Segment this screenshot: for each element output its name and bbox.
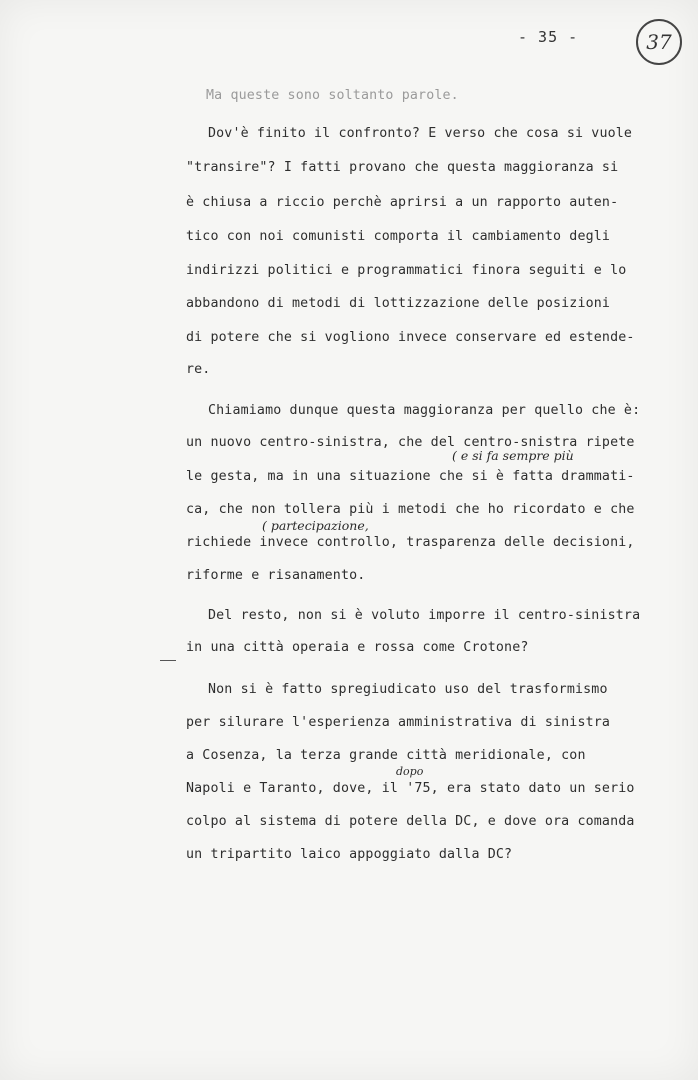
margin-mark [160, 660, 176, 661]
text-line-18: Non si è fatto spregiudicato uso del trasformismo [208, 682, 608, 697]
text-line-17: in una città operaia e rossa come Crotone? [186, 640, 529, 655]
text-line-20: a Cosenza, la terza grande città meridionale, con [186, 748, 586, 763]
text-line-19: per silurare l'esperienza amministrativa di sinistra [186, 715, 611, 730]
text-line-13: ca, che non tollera più i metodi che ho ricordato e che [186, 502, 635, 517]
archive-stamp: 37 [636, 19, 682, 65]
text-line-7: abbandono di metodi di lottizzazione delle posizioni [186, 296, 611, 311]
handwritten-insert-2: ( partecipazione, [262, 518, 369, 533]
handwritten-insert-1: ( e si fa sempre più [452, 448, 574, 463]
text-line-3: "transire"? I fatti provano che questa maggioranza si [186, 160, 619, 175]
text-line-4: è chiusa a riccio perchè aprirsi a un rapporto auten- [186, 195, 619, 210]
text-line-9: re. [186, 362, 211, 377]
text-line-11: un nuovo centro-sinistra, che del centro-snistra ripete [186, 435, 635, 450]
text-line-22: colpo al sistema di potere della DC, e dove ora comanda [186, 814, 635, 829]
text-line-6: indirizzi politici e programmatici finora seguiti e lo [186, 263, 627, 278]
text-line-16: Del resto, non si è voluto imporre il centro-sinistra [208, 608, 641, 623]
text-line-21: Napoli e Taranto, dove, il '75, era stato dato un serio [186, 781, 635, 796]
page-number: - 35 - [518, 28, 579, 46]
text-line-2: Dov'è finito il confronto? E verso che cosa si vuole [208, 126, 633, 141]
text-line-23: un tripartito laico appoggiato dalla DC? [186, 847, 513, 862]
text-line-15: riforme e risanamento. [186, 568, 366, 583]
text-line-10: Chiamiamo dunque questa maggioranza per quello che è: [208, 403, 641, 418]
text-line-8: di potere che si vogliono invece conservare ed estende- [186, 330, 635, 345]
handwritten-insert-3: dopo [396, 765, 424, 778]
text-line-14: richiede invece controllo, trasparenza delle decisioni, [186, 535, 635, 550]
text-line-1: Ma queste sono soltanto parole. [206, 88, 459, 103]
text-line-12: le gesta, ma in una situazione che si è fatta drammati- [186, 469, 635, 484]
text-line-5: tico con noi comunisti comporta il cambiamento degli [186, 229, 611, 244]
